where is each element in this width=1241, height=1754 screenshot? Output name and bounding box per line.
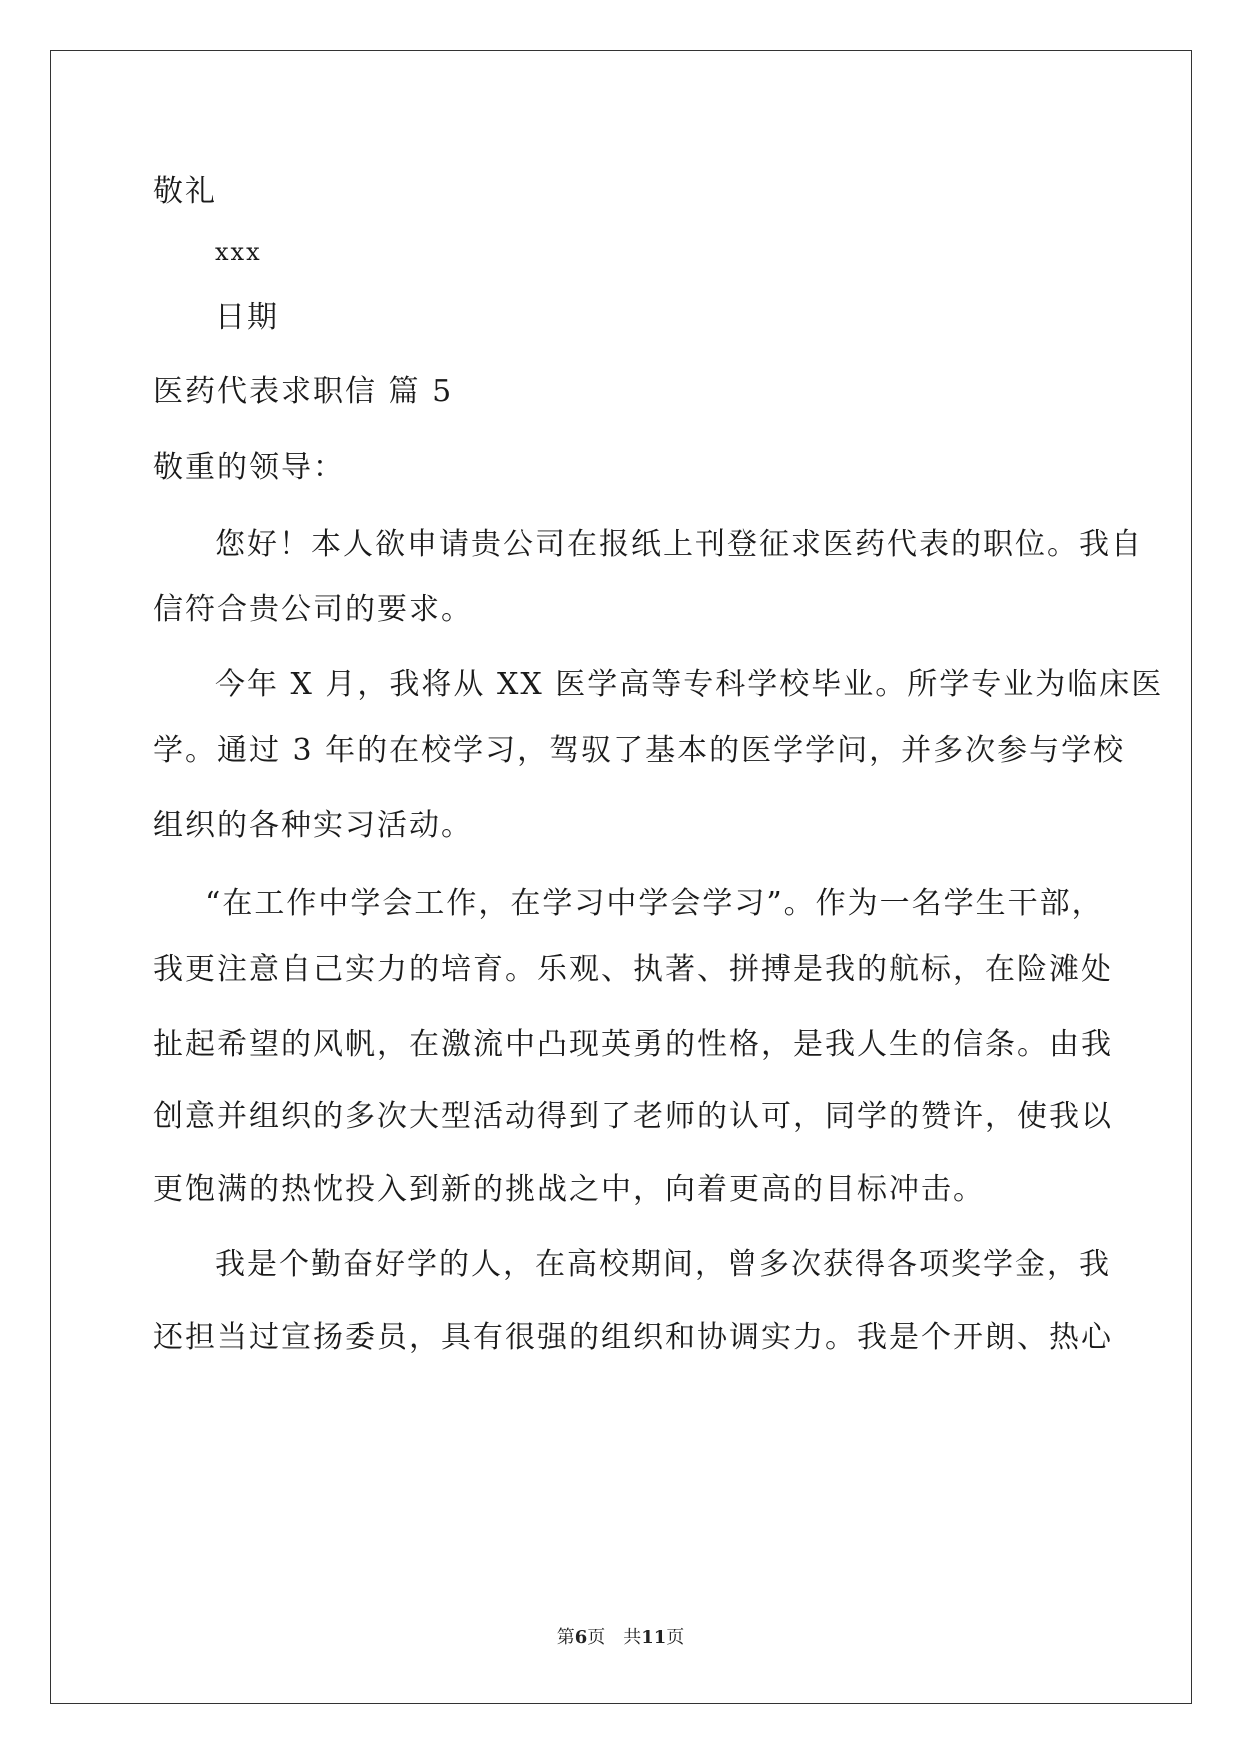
signature-name: xxx bbox=[215, 238, 262, 266]
paragraph-line: 更饱满的热忱投入到新的挑战之中，向着更高的目标冲击。 bbox=[153, 1172, 985, 1207]
paragraph-line: 扯起希望的风帆，在激流中凸现英勇的性格，是我人生的信条。由我 bbox=[153, 1027, 1113, 1062]
total-prefix: 共 bbox=[623, 1627, 642, 1648]
paragraph-line: “在工作中学会工作，在学习中学会学习”。作为一名学生干部， bbox=[205, 886, 1104, 921]
page-current: 6 bbox=[574, 1627, 588, 1648]
signature-date: 日期 bbox=[215, 300, 279, 335]
paragraph-line: 今年 X 月，我将从 XX 医学高等专科学校毕业。所学专业为临床医 bbox=[215, 667, 1164, 702]
paragraph-line: 信符合贵公司的要求。 bbox=[153, 592, 473, 627]
section-heading: 医药代表求职信 篇 5 bbox=[153, 374, 454, 409]
page-footer bbox=[0, 1626, 1241, 1650]
paragraph-line: 您好！本人欲申请贵公司在报纸上刊登征求医药代表的职位。我自 bbox=[215, 527, 1143, 562]
greeting: 敬重的领导： bbox=[153, 450, 345, 485]
page-prefix: 第 bbox=[556, 1627, 575, 1648]
page-suffix: 页 bbox=[587, 1627, 606, 1648]
paragraph-line: 创意并组织的多次大型活动得到了老师的认可，同学的赞许，使我以 bbox=[153, 1099, 1113, 1134]
paragraph-line: 组织的各种实习活动。 bbox=[153, 808, 473, 843]
closing-salutation: 敬礼 bbox=[153, 174, 217, 209]
paragraph-line: 学。通过 3 年的在校学习，驾驭了基本的医学学问，并多次参与学校 bbox=[153, 733, 1126, 768]
page-total: 11 bbox=[641, 1627, 667, 1648]
paragraph-line: 我更注意自己实力的培育。乐观、执著、拼搏是我的航标，在险滩处 bbox=[153, 952, 1113, 987]
paragraph-line: 还担当过宣扬委员，具有很强的组织和协调实力。我是个开朗、热心 bbox=[153, 1320, 1113, 1355]
total-suffix: 页 bbox=[666, 1627, 685, 1648]
paragraph-line: 我是个勤奋好学的人，在高校期间，曾多次获得各项奖学金，我 bbox=[215, 1247, 1111, 1282]
